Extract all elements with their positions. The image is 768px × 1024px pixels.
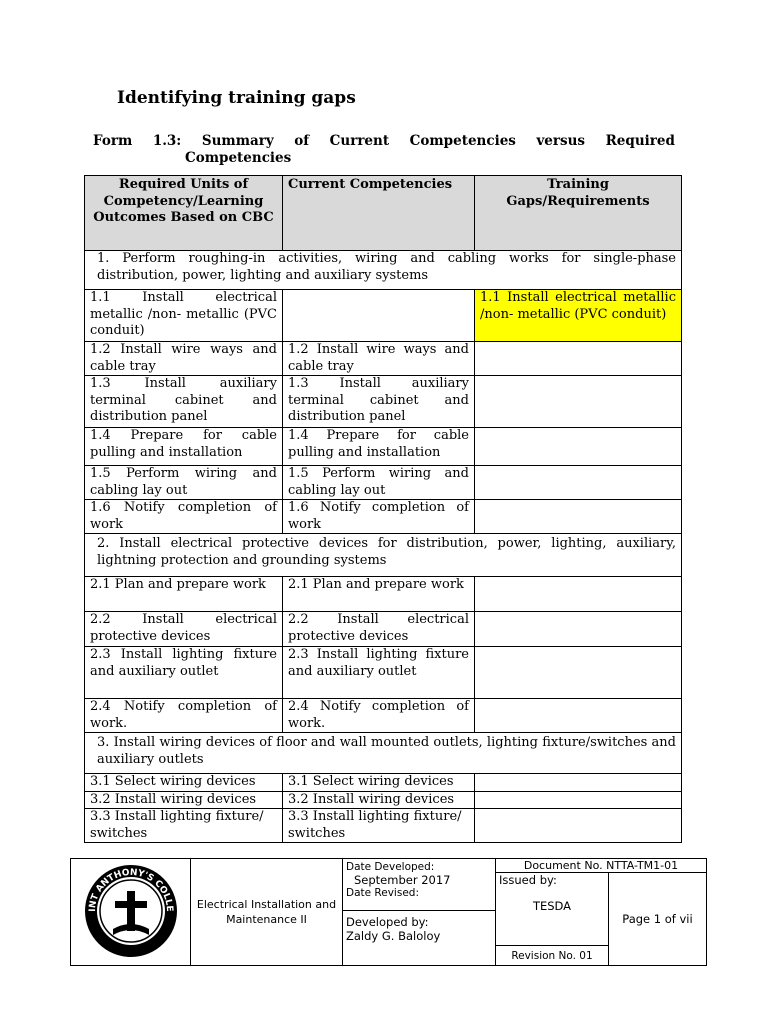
date-developed-cell (343, 859, 496, 911)
form-title-word: Current (329, 133, 390, 149)
required-cell: 2.3 Install lighting fixture and auxiliary outlet (85, 647, 283, 699)
developed-by-cell (343, 911, 496, 966)
table-row (85, 500, 682, 534)
current-cell: 1.5 Perform wiring and cabling lay out (283, 466, 475, 500)
required-cell: 3.3 Install lighting fixture/ switches (85, 809, 283, 843)
page-number: Page 1 of vii (609, 873, 707, 966)
date-revised-label: Date Revised: (346, 887, 419, 899)
gap-cell (475, 500, 682, 534)
gap-cell (475, 774, 682, 792)
required-cell: 1.5 Perform wiring and cabling lay out (85, 466, 283, 500)
current-cell: 3.1 Select wiring devices (283, 774, 475, 792)
form-title (93, 133, 675, 167)
competency-table (84, 175, 682, 843)
current-cell: 1.6 Notify completion of work (283, 500, 475, 534)
current-cell: 1.3 Install auxiliary terminal cabinet and distribution panel (283, 376, 475, 428)
required-cell: 2.4 Notify completion of work. (85, 699, 283, 733)
svg-text:SAINT ANTHONY'S COLLEGE: INT ANTHONY'S COLLE (87, 867, 174, 912)
document-footer (70, 858, 707, 966)
table-row (85, 774, 682, 792)
current-cell: 2.4 Notify completion of work. (283, 699, 475, 733)
current-cell: 3.3 Install lighting fixture/ switches (283, 809, 475, 843)
form-title-word: Summary (201, 133, 274, 149)
required-cell: 1.1 Install electrical metallic /non- metallic (PVC conduit) (85, 290, 283, 342)
issued-by-label: Issued by: (499, 873, 557, 887)
table-row (85, 376, 682, 428)
required-cell: 1.2 Install wire ways and cable tray (85, 342, 283, 376)
gap-cell (475, 612, 682, 647)
current-cell: 2.2 Install electrical protective devices (283, 612, 475, 647)
required-cell: 2.2 Install electrical protective devices (85, 612, 283, 647)
required-cell: 1.4 Prepare for cable pulling and installation (85, 428, 283, 466)
gap-cell (475, 577, 682, 612)
revision-number: Revision No. 01 (496, 946, 609, 966)
form-title-line2: Competencies (185, 150, 292, 166)
current-cell: 1.4 Prepare for cable pulling and installation (283, 428, 475, 466)
school-logo (71, 859, 191, 966)
form-title-word: versus (536, 133, 586, 149)
table-row (85, 699, 682, 733)
form-title-word: Form (93, 133, 133, 149)
current-cell: 2.1 Plan and prepare work (283, 577, 475, 612)
table-row (85, 612, 682, 647)
gap-cell (475, 342, 682, 376)
form-title-word: Required (605, 133, 675, 149)
form-title-word: Competencies (409, 133, 516, 149)
section-title: 3. Install wiring devices of floor and wall mounted outlets, lighting fixture/switches and auxiliary outlets (85, 733, 682, 774)
header-gaps: Training Gaps/Requirements (475, 176, 682, 251)
date-developed-label: Date Developed: (346, 861, 435, 873)
table-row (85, 428, 682, 466)
gap-cell (475, 699, 682, 733)
table-row (85, 809, 682, 843)
course-name: Electrical Installation and Maintenance II (191, 859, 343, 966)
required-cell: 3.1 Select wiring devices (85, 774, 283, 792)
section-title: 2. Install electrical protective devices for distribution, power, lighting, auxiliary, lightning protection and grounding systems (85, 534, 682, 577)
current-cell: 3.2 Install wiring devices (283, 791, 475, 809)
document-number: Document No. NTTA-TM1-01 (496, 859, 707, 873)
table-row (85, 647, 682, 699)
developer-name: Zaldy G. Baloloy (346, 929, 441, 943)
required-cell: 3.2 Install wiring devices (85, 791, 283, 809)
gap-cell-highlighted: 1.1 Install electrical metallic /non- metallic (PVC conduit) (475, 290, 682, 342)
header-required: Required Units of Competency/Learning Outcomes Based on CBC (85, 176, 283, 251)
table-row (85, 466, 682, 500)
gap-cell (475, 647, 682, 699)
gap-cell (475, 466, 682, 500)
table-row (85, 577, 682, 612)
gap-cell (475, 809, 682, 843)
gap-cell (475, 428, 682, 466)
required-cell: 2.1 Plan and prepare work (85, 577, 283, 612)
header-current: Current Competencies (283, 176, 475, 251)
gap-cell (475, 791, 682, 809)
issued-by-cell (496, 873, 609, 946)
developed-by-label: Developed by: (346, 915, 429, 929)
current-cell: 2.3 Install lighting fixture and auxiliary outlet (283, 647, 475, 699)
date-developed-value: September 2017 (354, 873, 451, 887)
current-cell: 1.2 Install wire ways and cable tray (283, 342, 475, 376)
page-heading: Identifying training gaps (117, 88, 356, 108)
table-row (85, 290, 682, 342)
section-row (85, 733, 682, 774)
school-seal-icon (83, 863, 179, 959)
table-row (85, 342, 682, 376)
form-title-line1 (93, 133, 675, 150)
section-row (85, 251, 682, 290)
issuer-name: TESDA (532, 899, 572, 913)
form-title-word: of (294, 133, 310, 149)
required-cell: 1.6 Notify completion of work (85, 500, 283, 534)
current-cell (283, 290, 475, 342)
form-title-word: 1.3: (152, 133, 182, 149)
table-header-row (85, 176, 682, 251)
required-cell: 1.3 Install auxiliary terminal cabinet and distribution panel (85, 376, 283, 428)
gap-cell (475, 376, 682, 428)
table-row (85, 791, 682, 809)
section-title: 1. Perform roughing-in activities, wiring and cabling works for single-phase distribution, power, lighting and auxiliary systems (85, 251, 682, 290)
section-row (85, 534, 682, 577)
